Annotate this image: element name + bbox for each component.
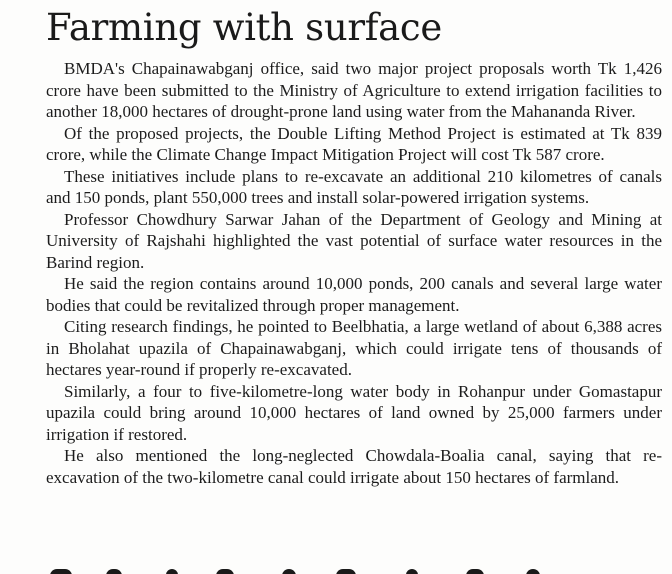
article-paragraph: Citing research findings, he pointed to Beelbhatia, a large wetland of about 6,388 acres in Bholahat upazila of Chapainawabganj, which could irrigate tens of thousands of hectares year-round if properly re-excavated. xyxy=(46,317,662,379)
article-paragraph: He said the region contains around 10,000 ponds, 200 canals and several large water bodies that could be revitalized through proper management. xyxy=(46,274,662,315)
cropped-letter-tops xyxy=(336,569,356,574)
cropped-letter-tops xyxy=(50,569,72,574)
article-headline: Farming with surface xyxy=(46,6,442,49)
article-paragraph: Professor Chowdhury Sarwar Jahan of the Department of Geology and Mining at University of Rajshahi highlighted the vast potential of surface water resources in the Barind region. xyxy=(46,209,662,272)
cropped-letter-tops xyxy=(526,569,540,574)
cropped-letter-tops xyxy=(406,569,418,574)
article-paragraph: BMDA's Chapainawabganj office, said two major project proposals worth Tk 1,426 crore have been submitted to the Ministry of Agriculture to extend irrigation facilities to another 18,000 hectares of drought-prone land using water from the Mahananda River. xyxy=(46,59,662,121)
article-body xyxy=(46,58,662,488)
article-paragraph: Similarly, a four to five-kilometre-long water body in Rohanpur under Gomastapur upazila could bring around 10,000 hectares of land owned by 25,000 farmers under irrigation if restored. xyxy=(46,381,662,444)
article-paragraph: Of the proposed projects, the Double Lifting Method Project is estimated at Tk 839 crore, while the Climate Change Impact Mitigation Project will cost Tk 587 crore. xyxy=(46,123,662,164)
cropped-letter-tops xyxy=(106,569,122,574)
cropped-letter-tops xyxy=(166,569,178,574)
article-paragraph: He also mentioned the long-neglected Chowdala-Boalia canal, saying that re-excavation of the two-kilometre canal could irrigate about 150 hectares of farmland. xyxy=(46,446,662,487)
article-paragraph: These initiatives include plans to re-excavate an additional 210 kilometres of canals and 150 ponds, plant 550,000 trees and install solar-powered irrigation systems. xyxy=(46,166,662,207)
cropped-letter-tops xyxy=(282,569,296,574)
cropped-next-headline xyxy=(46,566,606,574)
cropped-letter-tops xyxy=(216,569,234,574)
cropped-letter-tops xyxy=(466,569,484,574)
